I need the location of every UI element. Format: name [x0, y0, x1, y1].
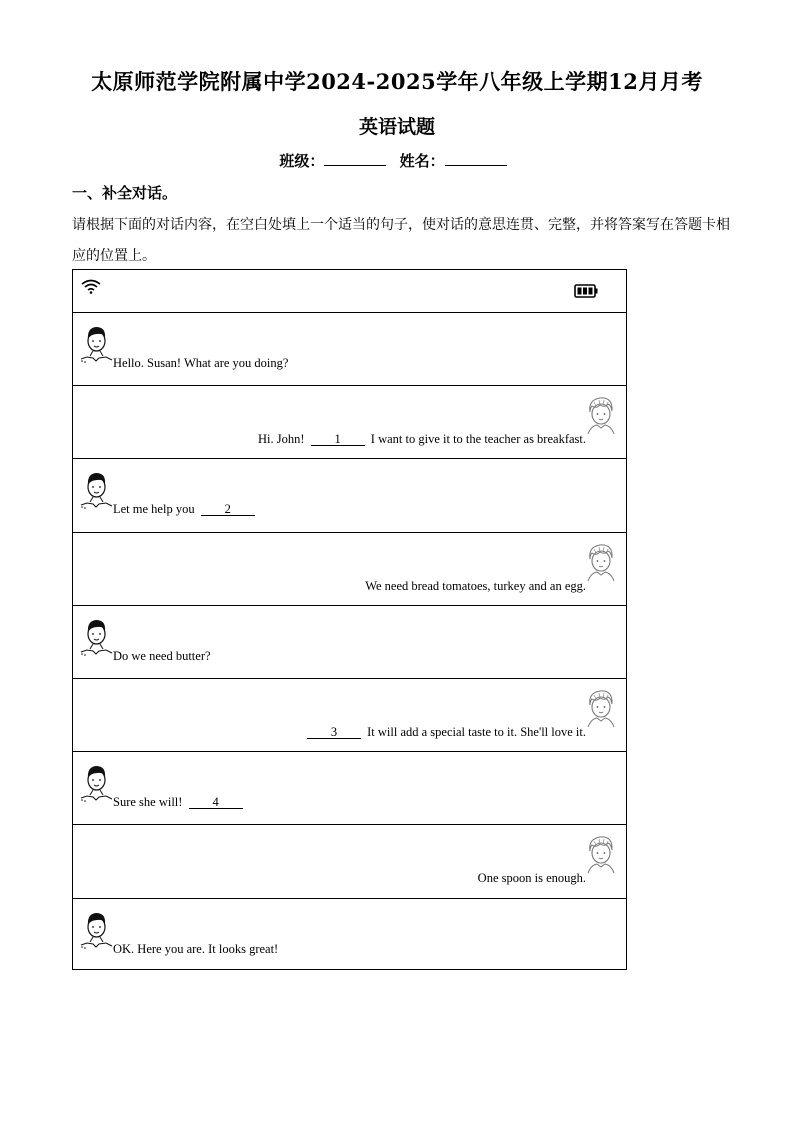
dialogue-message: [258, 432, 586, 447]
dialogue-row: [73, 532, 626, 605]
boy-avatar-icon: [79, 471, 113, 511]
message-text: I want to give it to the teacher as breakfast.: [367, 432, 586, 447]
page-subtitle: 英语试题: [358, 116, 435, 138]
boy-avatar-icon: [79, 911, 113, 951]
name-label: 姓名：: [399, 152, 445, 170]
dialogue-message: [113, 502, 258, 517]
message-text: We need bread tomatoes, turkey and an egg.: [365, 578, 586, 593]
chat-frame: [72, 269, 627, 970]
dialogue-row: [73, 385, 626, 458]
message-text: Let me help you: [113, 502, 198, 517]
message-text: Sure she will!: [113, 795, 186, 810]
dialogue-message: [113, 356, 288, 371]
boy-avatar-icon: [79, 764, 113, 804]
wifi-icon: [81, 278, 101, 296]
message-text: One spoon is enough.: [477, 871, 586, 886]
dialogue-message: [113, 942, 278, 957]
dialogue-row: [73, 605, 626, 678]
message-text: Hi. John!: [258, 432, 308, 447]
answer-blank-4[interactable]: 4: [189, 796, 243, 809]
dialogue-row: [73, 312, 626, 385]
answer-blank-1[interactable]: 1: [311, 433, 365, 446]
boy-avatar-icon: [79, 618, 113, 658]
girl-avatar-icon: [584, 835, 618, 875]
message-text: It will add a special taste to it. She'll love it.: [364, 725, 586, 739]
dialogue-row: [73, 751, 626, 824]
dialogue-message: [113, 795, 246, 810]
girl-avatar-icon: [584, 689, 618, 729]
dialogue-message: [478, 871, 586, 886]
boy-avatar-icon: [79, 325, 113, 365]
dialogue-row: [73, 898, 626, 969]
dialogue-message: [113, 649, 211, 664]
girl-avatar-icon: [584, 396, 618, 436]
page-title: 太原师范学院附属中学2024-2025学年八年级上学期12月月考: [91, 69, 703, 94]
dialogue-row: [73, 458, 626, 531]
class-blank[interactable]: [324, 153, 386, 166]
dialogue-row: [73, 824, 626, 897]
answer-blank-2[interactable]: 2: [201, 503, 255, 516]
message-text: Do we need butter?: [113, 648, 211, 663]
battery-icon: [574, 284, 598, 298]
phone-status-bar: [73, 270, 626, 312]
name-blank[interactable]: [445, 153, 507, 166]
dialogue-message: [365, 579, 586, 594]
message-text: OK. Here you are. It looks great!: [113, 941, 279, 956]
message-text: Hello. Susan! What are you doing?: [113, 356, 289, 370]
student-info-line: [0, 150, 794, 171]
section-instruction: 请根据下面的对话内容，在空白处填上一个适当的句子，使对话的意思连贯、完整，并将答案写在答题卡相应的位置上。: [72, 217, 730, 264]
dialogue-message: [304, 725, 586, 740]
class-label: 班级：: [279, 152, 325, 170]
dialogue-row: [73, 678, 626, 751]
girl-avatar-icon: [584, 543, 618, 583]
answer-blank-3[interactable]: 3: [307, 726, 361, 739]
section-heading: 一、补全对话。: [72, 184, 178, 202]
